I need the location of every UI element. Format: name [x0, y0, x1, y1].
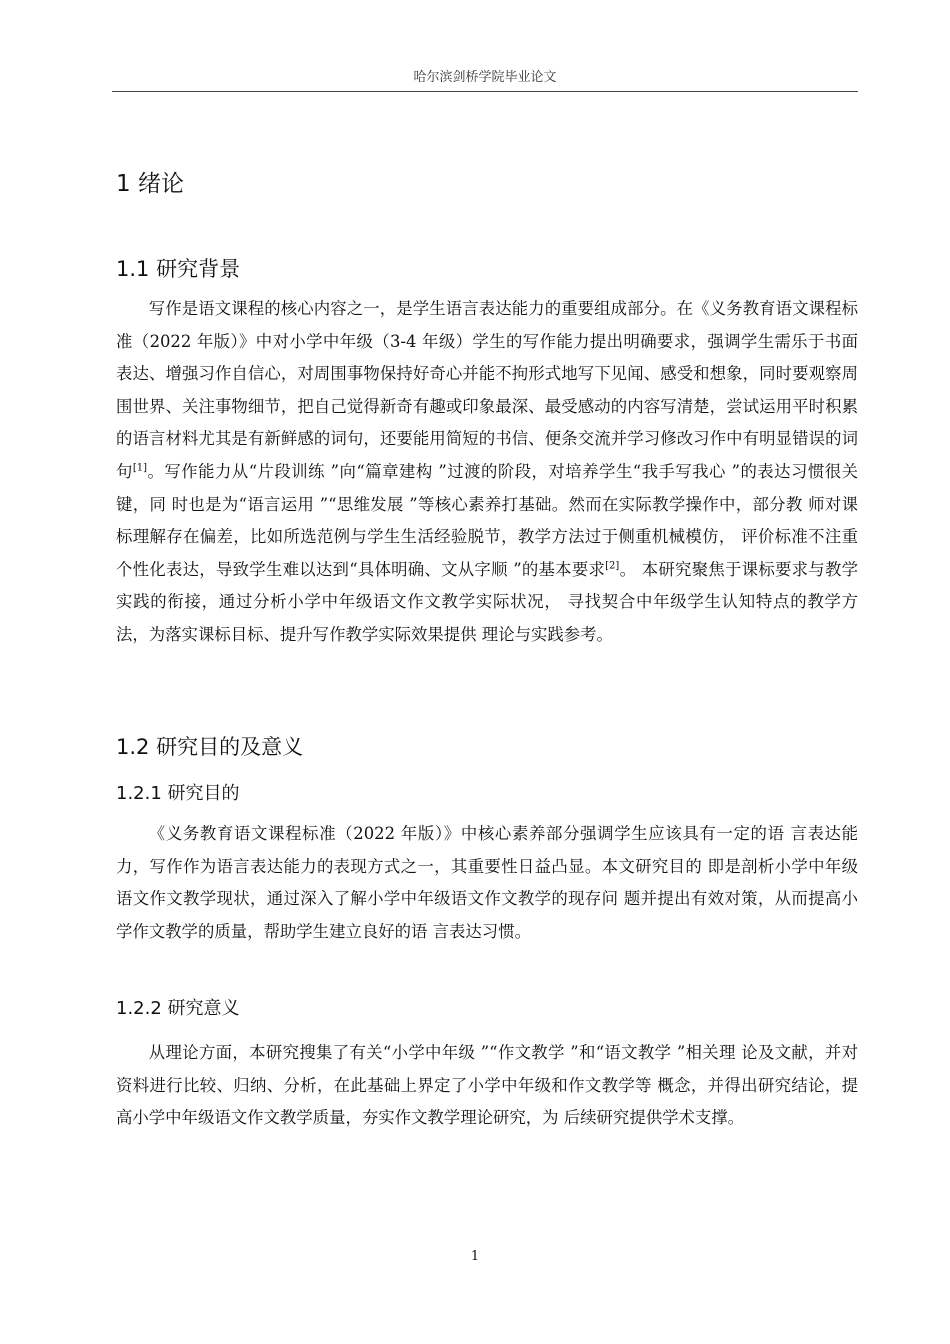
paragraph-text-a: 写作是语文课程的核心内容之一，是学生语言表达能力的重要组成部分。在《义务教育语文课程标准（2022 年版）》中对小学中年级（3-4 年级）学生的写作能力提出明确要求，强调学生需乐于书面表达、增强习作自信心，对周围事物保持好奇心并能不拘形式地写下见闻、感受和想象，同时要观察周围世界、关注事物细节，把自己觉得新奇有趣或印象最深、最受感动的内容写清楚，尝试运用平时积累的语言材料尤其是有新鲜感的词句，还要能用简短的书信、便条交流并学习修改习作中有明显错误的词句: [116, 299, 858, 481]
running-header: 哈尔滨剑桥学院毕业论文: [112, 66, 858, 92]
section-1-2-1-title: 1.2.1 研究目的: [116, 783, 240, 804]
section-1-2-2-title: 1.2.2 研究意义: [116, 998, 240, 1019]
citation-2[interactable]: [2]: [605, 560, 620, 572]
section-1-1-paragraph: [116, 293, 858, 652]
chapter-title: 1 绪论: [116, 171, 184, 197]
section-1-2-2-paragraph: 从理论方面，本研究搜集了有关“小学中年级 ”“作文教学 ”和“语文教学 ”相关理 论及文献，并对资料进行比较、归纳、分析，在此基础上界定了小学中年级和作文教学等 概念，并得出研究结论，提高小学中年级语文作文教学质量，夯实作文教学理论研究，为 后续研究提供学术支撑。: [116, 1043, 858, 1128]
citation-1[interactable]: [1]: [132, 462, 148, 474]
page-number: 1: [470, 1249, 480, 1264]
section-1-1-title: 1.1 研究背景: [116, 257, 241, 281]
paragraph-text-b: 。写作能力从“片段训练 ”向“篇章建构 ”过渡的阶段，对培养学生“我手写我心 ”的表达习惯很关键，同 时也是为“语言运用 ”“思维发展 ”等核心素养打基础。然而在实际教学操作中，部分教 师对课标理解存在偏差，比如所选范例与学生生活经验脱节，教学方法过于侧重机械模仿， 评价标准不注重个性化表达，导致学生难以达到“具体明确、文从字顺 ”的基本要求: [116, 461, 859, 579]
section-1-2-1-paragraph: 《义务教育语文课程标准（2022 年版）》中核心素养部分强调学生应该具有一定的语 言表达能力，写作作为语言表达能力的表现方式之一，其重要性日益凸显。本文研究目的 即是剖析小学中年级语文作文教学现状，通过深入了解小学中年级语文作文教学的现存问 题并提出有效对策，从而提高小学作文教学的质量，帮助学生建立良好的语 言表达习惯。: [116, 824, 858, 941]
section-1-2-title: 1.2 研究目的及意义: [116, 735, 304, 759]
paragraph-text-c: 。 本研究聚焦于课标要求与教学实践的衔接，通过分析小学中年级语文作文教学实际状况， 寻找契合中年级学生认知特点的教学方法，为落实课标目标、提升写作教学实际效果提供 理论与实践参考。: [116, 559, 858, 644]
